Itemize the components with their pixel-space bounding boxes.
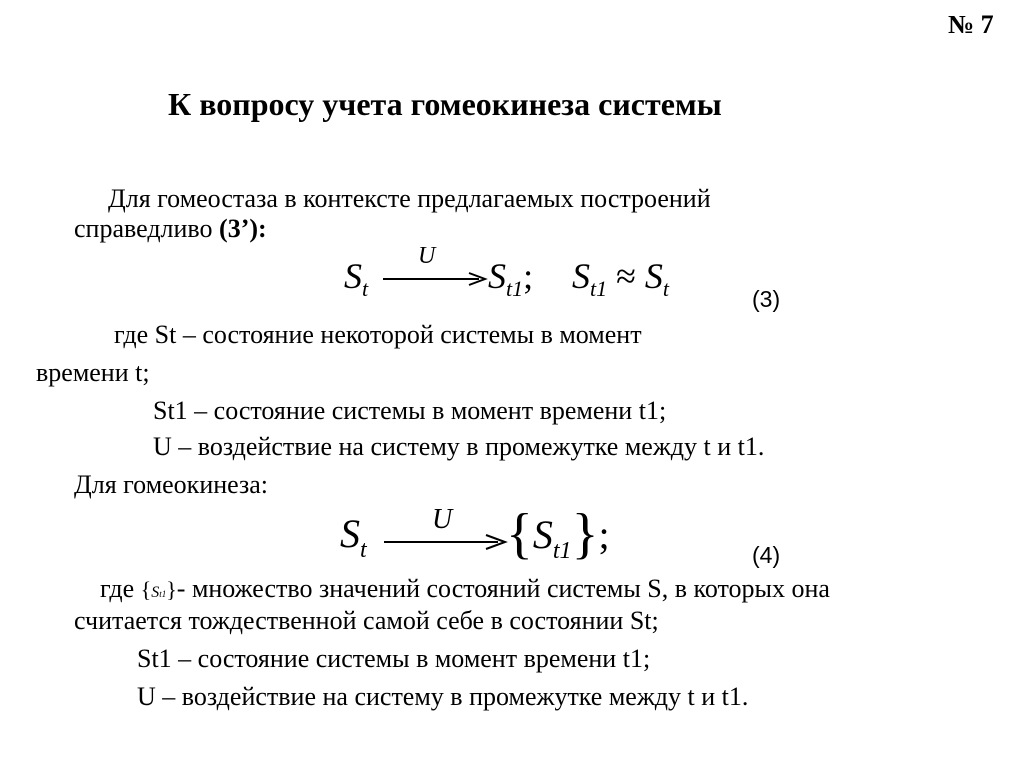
formula-3-approx-right-s: S xyxy=(644,256,663,296)
defs4-line-4: U – воздействие на систему в промежутке между t и t1. xyxy=(137,682,749,711)
formula-3-approx-left-sub: t1 xyxy=(590,276,608,301)
defs4-suffix: - множество значений состояний системы S, в которых она xyxy=(176,574,830,603)
slide-title: К вопросу учета гомеокинеза системы xyxy=(168,86,722,122)
defs3-line-2: времени t; xyxy=(36,358,150,387)
formula-3-approx-sign: ≈ xyxy=(616,256,636,296)
formula-4-left xyxy=(340,511,367,563)
defs4-line-3: St1 – состояние системы в момент времени t1; xyxy=(137,644,651,673)
formula-3-right xyxy=(488,256,534,301)
formula-3-approx-right-sub: t xyxy=(662,276,670,301)
homeokinesis-heading: Для гомеокинеза: xyxy=(74,470,269,499)
inline-set-s: S xyxy=(151,584,160,601)
defs4-prefix: где xyxy=(100,574,141,603)
slide-number: № 7 xyxy=(948,10,994,39)
formula-4-arrow-label: U xyxy=(432,504,453,535)
formula-3-sep: ; xyxy=(523,256,534,296)
formula-4-right xyxy=(506,502,610,565)
inline-set-symbol xyxy=(141,577,177,602)
formula-3-right-sub: t1 xyxy=(506,276,524,301)
formula-3-left-sub: t xyxy=(362,276,369,301)
formula-4-number: (4) xyxy=(752,542,781,568)
intro-line-2-ref: (3’): xyxy=(219,214,267,243)
formula-3-right-s: S xyxy=(488,256,506,296)
formula-4-brace-open: { xyxy=(506,503,533,565)
formula-3-approx-left-s: S xyxy=(572,256,590,296)
formula-4-brace-close: } xyxy=(571,503,599,565)
defs4-line-2: считается тождественной самой себе в состоянии St; xyxy=(74,606,659,635)
defs3-line-4: U – воздействие на систему в промежутке между t и t1. xyxy=(153,432,765,461)
formula-3-approx xyxy=(572,256,670,301)
formula-4-set-sub: t1 xyxy=(552,538,572,564)
formula-3 xyxy=(344,256,369,301)
formula-3-arrow xyxy=(383,272,487,286)
inline-set-sub: t1 xyxy=(159,589,167,599)
formula-4-arrow xyxy=(384,534,508,550)
formula-3-arrow-label: U xyxy=(418,243,436,269)
inline-brace-open: { xyxy=(140,577,152,602)
formula-4-left-sub: t xyxy=(360,537,367,563)
defs4-line-1 xyxy=(100,576,830,602)
defs3-line-1: где St – состояние некоторой системы в момент xyxy=(114,320,642,349)
defs3-line-3: St1 – состояние системы в момент времени t1; xyxy=(153,396,667,425)
inline-brace-close: } xyxy=(166,577,177,602)
formula-4-sep: ; xyxy=(598,512,610,557)
formula-3-number: (3) xyxy=(752,286,781,312)
formula-3-left-s: S xyxy=(344,256,362,296)
intro-line-1: Для гомеостаза в контексте предлагаемых построений xyxy=(108,184,711,213)
intro-line-2-text: справедливо xyxy=(74,214,220,243)
formula-4-left-s: S xyxy=(340,511,360,556)
intro-line-2 xyxy=(74,216,267,242)
formula-4-set-s: S xyxy=(532,512,553,557)
